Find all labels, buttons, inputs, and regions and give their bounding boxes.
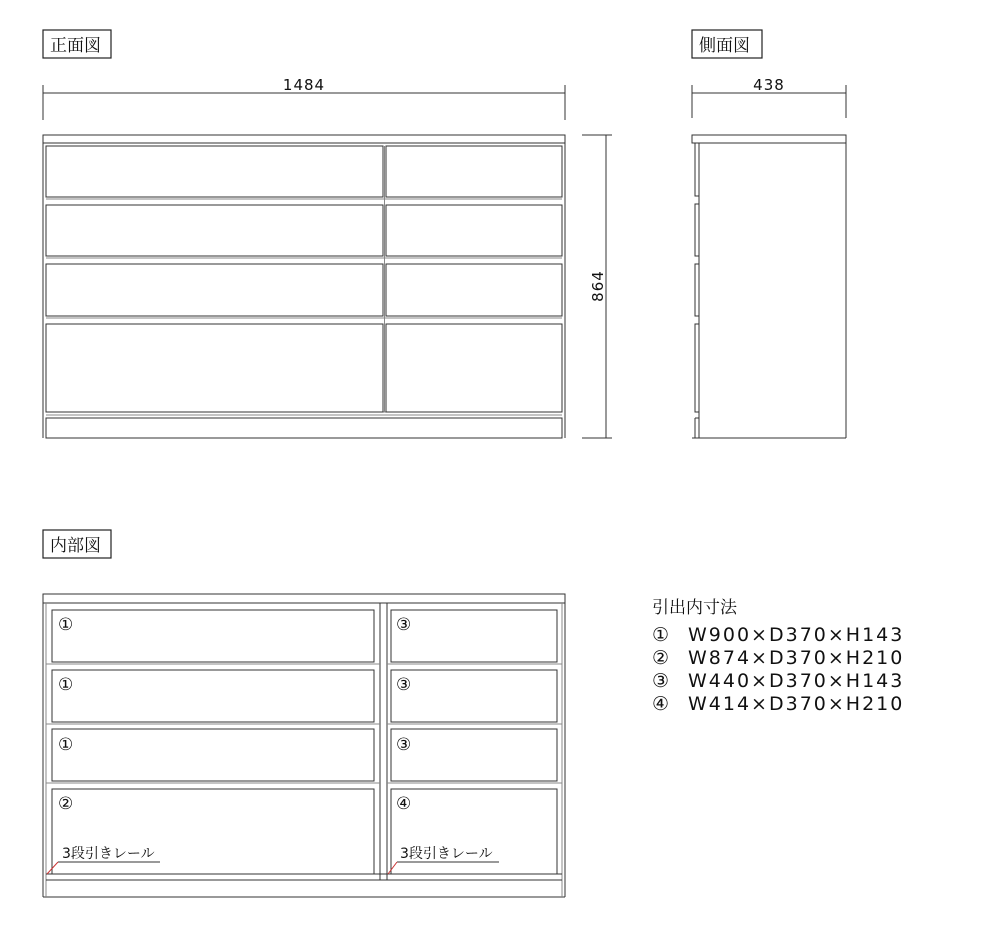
- rail-label-right: 3段引きレール: [400, 846, 493, 862]
- height-value: 864: [589, 270, 607, 302]
- front-drawer-left-3: [46, 264, 383, 316]
- depth-value: 438: [753, 76, 785, 94]
- spec-size-4: W414×D370×H210: [688, 693, 905, 715]
- inner-view-title-text: 内部図: [50, 536, 101, 556]
- spec-marker-3: ③: [652, 670, 672, 692]
- width-value: 1484: [282, 76, 326, 94]
- inner-marker-left-3: ①: [58, 735, 74, 755]
- front-view-title: [43, 30, 111, 58]
- inner-marker-right-4: ④: [396, 794, 412, 814]
- spec-size-2: W874×D370×H210: [688, 647, 905, 669]
- spec-size-3: W440×D370×H143: [688, 670, 905, 692]
- front-drawer-right-4: [386, 324, 562, 412]
- front-drawer-left-1: [46, 146, 383, 197]
- spec-marker-4: ④: [652, 693, 672, 715]
- front-drawer-left-4: [46, 324, 383, 412]
- inner-marker-right-2: ③: [396, 675, 412, 695]
- front-drawer-left-2: [46, 205, 383, 256]
- front-drawer-right-2: [386, 205, 562, 256]
- front-drawer-right-3: [386, 264, 562, 316]
- inner-marker-left-2: ①: [58, 675, 74, 695]
- height-dimension: [582, 135, 612, 438]
- inner-marker-right-1: ③: [396, 615, 412, 635]
- inner-marker-left-4: ②: [58, 794, 74, 814]
- rail-label-left: 3段引きレール: [62, 846, 155, 862]
- depth-dimension: [692, 76, 846, 118]
- spec-marker-1: ①: [652, 624, 672, 646]
- spec-marker-2: ②: [652, 647, 672, 669]
- drawer-inner-dimensions: [652, 598, 904, 715]
- side-view-title-text: 側面図: [699, 36, 750, 56]
- front-view: [43, 135, 565, 438]
- specs-title: 引出内寸法: [652, 598, 737, 618]
- inner-view-title: [43, 530, 111, 558]
- inner-marker-right-3: ③: [396, 735, 412, 755]
- width-dimension: [43, 76, 565, 120]
- side-view: [692, 135, 846, 438]
- side-view-title: [692, 30, 762, 58]
- spec-size-1: W900×D370×H143: [688, 624, 905, 646]
- front-view-title-text: 正面図: [50, 36, 101, 56]
- inner-view: [43, 594, 565, 897]
- front-drawer-right-1: [386, 146, 562, 197]
- inner-marker-left-1: ①: [58, 615, 74, 635]
